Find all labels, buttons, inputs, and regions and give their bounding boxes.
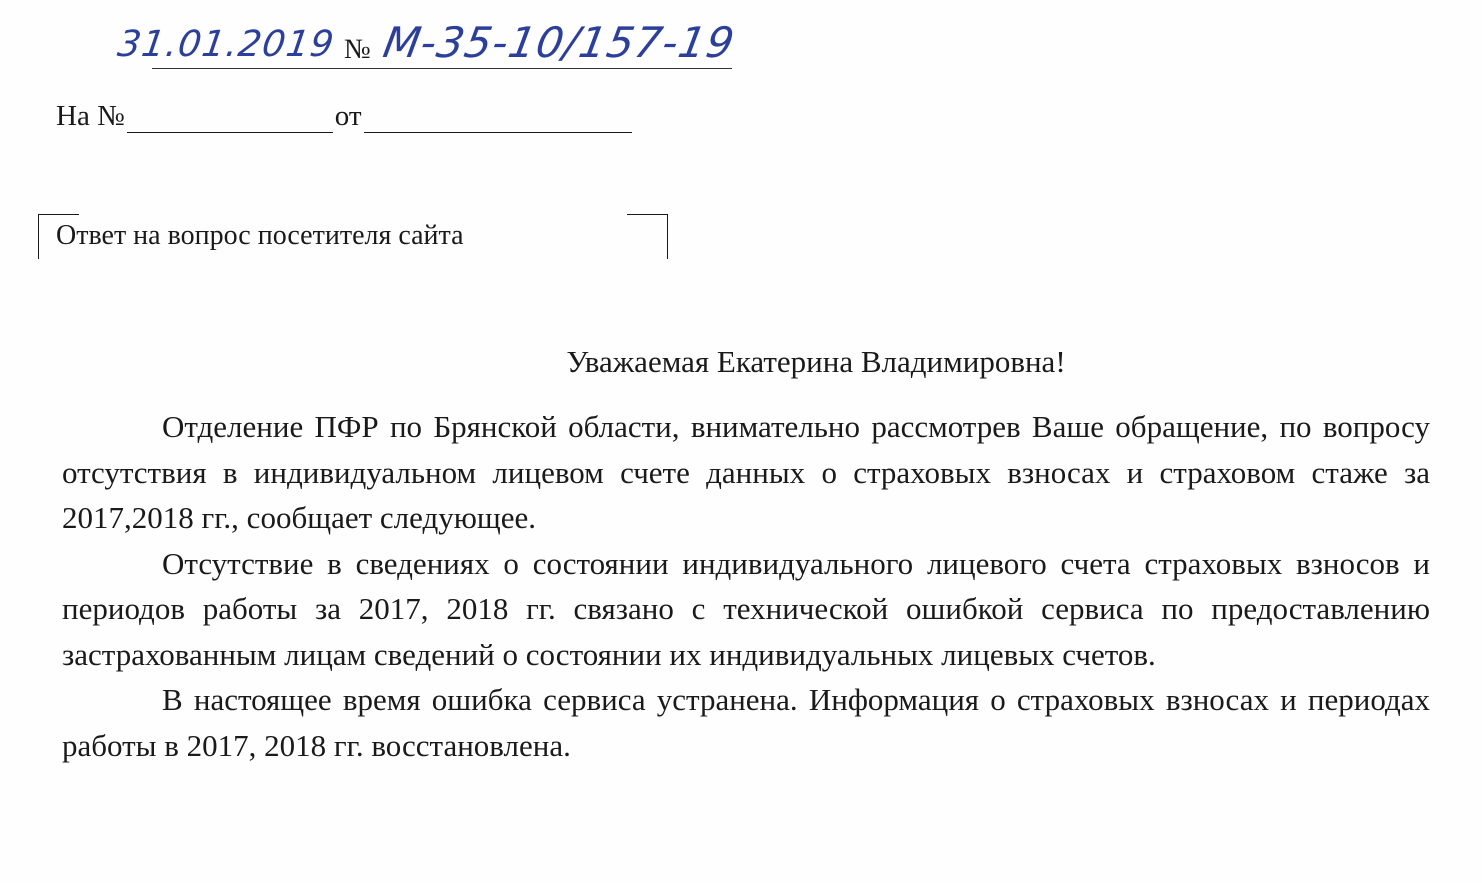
paragraph-2: Отсутствие в сведениях о состоянии индивидуального лицевого счета страховых взносов и периодов работы за 2017, 2018 гг. связано с технической ошибкой сервиса по предоставлению застрахованным лицам сведений о состоянии их индивидуальных лицевых счетов. bbox=[62, 545, 1430, 672]
reference-from-label: от bbox=[334, 100, 362, 132]
subject-block bbox=[38, 214, 668, 262]
registration-number: М-35-10/157-19 bbox=[379, 18, 739, 67]
registration-date: 31.01.2019 bbox=[115, 24, 338, 65]
paragraph-1: Отделение ПФР по Брянской области, внимательно рассмотрев Ваше обращение, по вопросу отсутствия в индивидуальном лицевом счете данных о страховых взносах и страховом стаже за 2017,2018 гг., сообщает следующее. bbox=[62, 409, 1430, 535]
subject-text: Ответ на вопрос посетителя сайта bbox=[56, 220, 464, 251]
salutation: Уважаемая Екатерина Владимировна! bbox=[566, 344, 1066, 379]
letter-body bbox=[62, 404, 1430, 768]
subject-bracket-right bbox=[627, 214, 668, 259]
reference-line bbox=[56, 100, 634, 133]
reference-prefix: На № bbox=[56, 100, 125, 132]
reference-date-blank bbox=[364, 104, 632, 133]
paragraph-3: В настоящее время ошибка сервиса устранена. Информация о страховых взносах и периодах работы в 2017, 2018 гг. восстановлена. bbox=[62, 682, 1430, 763]
registration-line bbox=[112, 18, 752, 78]
registration-number-sign: № bbox=[344, 34, 371, 65]
registration-number-underline bbox=[382, 68, 732, 69]
reference-number-blank bbox=[127, 104, 333, 133]
